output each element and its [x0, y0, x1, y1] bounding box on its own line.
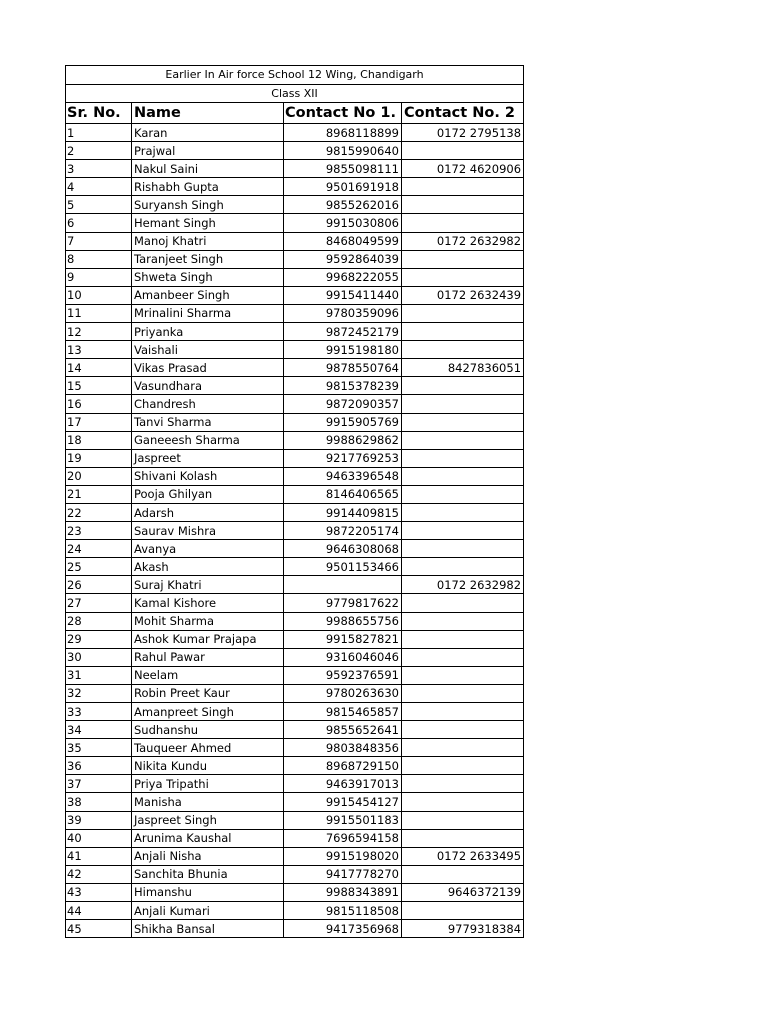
contact-1-cell: 9815118508: [284, 902, 402, 920]
contact-2-cell: [402, 377, 524, 395]
sr-no-cell: 30: [66, 648, 132, 666]
contact-1-cell: 9815378239: [284, 377, 402, 395]
contact-2-cell: 0172 4620906: [402, 160, 524, 178]
contact-1-cell: 7696594158: [284, 829, 402, 847]
name-cell: Rahul Pawar: [132, 648, 284, 666]
sr-no-cell: 25: [66, 558, 132, 576]
name-cell: Ashok Kumar Prajapa: [132, 630, 284, 648]
contact-1-cell: 9217769253: [284, 449, 402, 467]
contact-2-cell: [402, 178, 524, 196]
header-contact-1: Contact No 1.: [284, 103, 402, 124]
contact-2-cell: [402, 721, 524, 739]
table-row: [66, 214, 524, 232]
table-row: [66, 341, 524, 359]
contact-2-cell: [402, 395, 524, 413]
contact-2-cell: [402, 323, 524, 341]
name-cell: Mohit Sharma: [132, 612, 284, 630]
contact-2-cell: [402, 485, 524, 503]
sr-no-cell: 40: [66, 829, 132, 847]
contact-1-cell: 9855652641: [284, 721, 402, 739]
contact-2-cell: 0172 2632982: [402, 576, 524, 594]
contact-2-cell: [402, 142, 524, 160]
contact-1-cell: 9988343891: [284, 883, 402, 901]
sr-no-cell: 23: [66, 522, 132, 540]
header-row: [66, 103, 524, 124]
table-row: [66, 775, 524, 793]
name-cell: Prajwal: [132, 142, 284, 160]
sr-no-cell: 17: [66, 413, 132, 431]
contact-2-cell: [402, 757, 524, 775]
name-cell: Robin Preet Kaur: [132, 684, 284, 702]
contact-2-cell: [402, 775, 524, 793]
contact-2-cell: 0172 2633495: [402, 847, 524, 865]
contact-2-cell: 0172 2632439: [402, 286, 524, 304]
name-cell: Taranjeet Singh: [132, 250, 284, 268]
contact-1-cell: 9915411440: [284, 286, 402, 304]
table-row: [66, 847, 524, 865]
name-cell: Priyanka: [132, 323, 284, 341]
table-row: [66, 793, 524, 811]
table-row: [66, 323, 524, 341]
contact-1-cell: 9780263630: [284, 684, 402, 702]
name-cell: Rishabh Gupta: [132, 178, 284, 196]
contact-2-cell: [402, 522, 524, 540]
contact-2-cell: [402, 684, 524, 702]
contact-2-cell: [402, 503, 524, 521]
table-row: [66, 739, 524, 757]
name-cell: Saurav Mishra: [132, 522, 284, 540]
contact-1-cell: 9417778270: [284, 865, 402, 883]
name-cell: Ganeeesh Sharma: [132, 431, 284, 449]
contact-1-cell: 9646308068: [284, 540, 402, 558]
table-row: [66, 232, 524, 250]
name-cell: Amanbeer Singh: [132, 286, 284, 304]
name-cell: Avanya: [132, 540, 284, 558]
name-cell: Shivani Kolash: [132, 467, 284, 485]
sr-no-cell: 43: [66, 883, 132, 901]
sr-no-cell: 36: [66, 757, 132, 775]
sr-no-cell: 31: [66, 666, 132, 684]
name-cell: Sanchita Bhunia: [132, 865, 284, 883]
name-cell: Neelam: [132, 666, 284, 684]
name-cell: Sudhanshu: [132, 721, 284, 739]
contact-1-cell: 9968222055: [284, 268, 402, 286]
sr-no-cell: 18: [66, 431, 132, 449]
sr-no-cell: 8: [66, 250, 132, 268]
contact-2-cell: [402, 431, 524, 449]
sr-no-cell: 9: [66, 268, 132, 286]
name-cell: Adarsh: [132, 503, 284, 521]
contact-1-cell: 9592376591: [284, 666, 402, 684]
contact-2-cell: [402, 558, 524, 576]
table-row: [66, 757, 524, 775]
sr-no-cell: 33: [66, 703, 132, 721]
name-cell: Vikas Prasad: [132, 359, 284, 377]
contact-1-cell: 9316046046: [284, 648, 402, 666]
sr-no-cell: 16: [66, 395, 132, 413]
sr-no-cell: 44: [66, 902, 132, 920]
name-cell: Anjali Nisha: [132, 847, 284, 865]
sr-no-cell: 39: [66, 811, 132, 829]
sr-no-cell: 13: [66, 341, 132, 359]
table-row: [66, 485, 524, 503]
contact-1-cell: 9872090357: [284, 395, 402, 413]
contact-1-cell: 9988629862: [284, 431, 402, 449]
contact-1-cell: 9878550764: [284, 359, 402, 377]
sr-no-cell: 32: [66, 684, 132, 702]
sr-no-cell: 45: [66, 920, 132, 938]
table-row: [66, 377, 524, 395]
name-cell: Nakul Saini: [132, 160, 284, 178]
name-cell: Akash: [132, 558, 284, 576]
contact-1-cell: 9914409815: [284, 503, 402, 521]
header-sr-no: Sr. No.: [66, 103, 132, 124]
contact-2-cell: [402, 413, 524, 431]
sr-no-cell: 11: [66, 304, 132, 322]
name-cell: Manisha: [132, 793, 284, 811]
sr-no-cell: 4: [66, 178, 132, 196]
name-cell: Vaishali: [132, 341, 284, 359]
sr-no-cell: 42: [66, 865, 132, 883]
table-row: [66, 612, 524, 630]
table-row: [66, 304, 524, 322]
name-cell: Jaspreet Singh: [132, 811, 284, 829]
title-row: [66, 66, 524, 85]
contact-1-cell: 9855098111: [284, 160, 402, 178]
name-cell: Priya Tripathi: [132, 775, 284, 793]
contact-2-cell: [402, 739, 524, 757]
contact-2-cell: 9646372139: [402, 883, 524, 901]
name-cell: Jaspreet: [132, 449, 284, 467]
name-cell: Himanshu: [132, 883, 284, 901]
contact-2-cell: [402, 214, 524, 232]
school-title: Earlier In Air force School 12 Wing, Chandigarh: [66, 66, 524, 85]
contact-2-cell: [402, 341, 524, 359]
contact-1-cell: 8968729150: [284, 757, 402, 775]
contact-1-cell: 9915454127: [284, 793, 402, 811]
name-cell: Vasundhara: [132, 377, 284, 395]
sr-no-cell: 10: [66, 286, 132, 304]
table-row: [66, 431, 524, 449]
table-row: [66, 413, 524, 431]
contact-2-cell: [402, 268, 524, 286]
contact-1-cell: 8468049599: [284, 232, 402, 250]
contact-2-cell: [402, 612, 524, 630]
table-row: [66, 865, 524, 883]
table-row: [66, 648, 524, 666]
table-row: [66, 902, 524, 920]
table-row: [66, 540, 524, 558]
table-row: [66, 178, 524, 196]
sr-no-cell: 35: [66, 739, 132, 757]
table-row: [66, 160, 524, 178]
contact-2-cell: [402, 467, 524, 485]
table-row: [66, 883, 524, 901]
sr-no-cell: 28: [66, 612, 132, 630]
name-cell: Chandresh: [132, 395, 284, 413]
sr-no-cell: 22: [66, 503, 132, 521]
name-cell: Suraj Khatri: [132, 576, 284, 594]
table-row: [66, 811, 524, 829]
table-row: [66, 684, 524, 702]
name-cell: Mrinalini Sharma: [132, 304, 284, 322]
table-row: [66, 721, 524, 739]
table-row: [66, 286, 524, 304]
contact-1-cell: 9463396548: [284, 467, 402, 485]
table-row: [66, 250, 524, 268]
table-row: [66, 395, 524, 413]
contact-2-cell: [402, 540, 524, 558]
contact-1-cell: 9803848356: [284, 739, 402, 757]
contact-1-cell: 9779817622: [284, 594, 402, 612]
contact-1-cell: 9815465857: [284, 703, 402, 721]
contact-2-cell: [402, 865, 524, 883]
contact-1-cell: 9417356968: [284, 920, 402, 938]
contact-2-cell: [402, 811, 524, 829]
contact-1-cell: 9915827821: [284, 630, 402, 648]
contact-1-cell: 9872205174: [284, 522, 402, 540]
contact-1-cell: 9988655756: [284, 612, 402, 630]
name-cell: Hemant Singh: [132, 214, 284, 232]
table-row: [66, 594, 524, 612]
contact-2-cell: [402, 304, 524, 322]
sr-no-cell: 5: [66, 196, 132, 214]
contact-2-cell: [402, 196, 524, 214]
contact-2-cell: [402, 902, 524, 920]
contact-2-cell: [402, 630, 524, 648]
name-cell: Arunima Kaushal: [132, 829, 284, 847]
contact-2-cell: [402, 666, 524, 684]
sr-no-cell: 41: [66, 847, 132, 865]
class-subtitle: Class XII: [66, 85, 524, 103]
contact-2-cell: [402, 594, 524, 612]
sr-no-cell: 6: [66, 214, 132, 232]
contact-1-cell: 9872452179: [284, 323, 402, 341]
table-row: [66, 576, 524, 594]
header-name: Name: [132, 103, 284, 124]
name-cell: Shweta Singh: [132, 268, 284, 286]
contact-1-cell: 9915905769: [284, 413, 402, 431]
contact-1-cell: 9780359096: [284, 304, 402, 322]
contact-2-cell: 0172 2632982: [402, 232, 524, 250]
sr-no-cell: 2: [66, 142, 132, 160]
table-row: [66, 142, 524, 160]
contact-1-cell: 9915198020: [284, 847, 402, 865]
subtitle-row: [66, 85, 524, 103]
table-row: [66, 359, 524, 377]
table-row: [66, 503, 524, 521]
name-cell: Kamal Kishore: [132, 594, 284, 612]
table-row: [66, 666, 524, 684]
contact-2-cell: [402, 449, 524, 467]
table-row: [66, 268, 524, 286]
name-cell: Amanpreet Singh: [132, 703, 284, 721]
contact-1-cell: 9463917013: [284, 775, 402, 793]
table-row: [66, 196, 524, 214]
name-cell: Nikita Kundu: [132, 757, 284, 775]
name-cell: Suryansh Singh: [132, 196, 284, 214]
table-row: [66, 920, 524, 938]
name-cell: Shikha Bansal: [132, 920, 284, 938]
contact-1-cell: 8968118899: [284, 124, 402, 142]
name-cell: Pooja Ghilyan: [132, 485, 284, 503]
contact-1-cell: 9915198180: [284, 341, 402, 359]
name-cell: Anjali Kumari: [132, 902, 284, 920]
contact-1-cell: [284, 576, 402, 594]
sr-no-cell: 20: [66, 467, 132, 485]
sr-no-cell: 38: [66, 793, 132, 811]
table-row: [66, 829, 524, 847]
sr-no-cell: 19: [66, 449, 132, 467]
sr-no-cell: 26: [66, 576, 132, 594]
sr-no-cell: 34: [66, 721, 132, 739]
sr-no-cell: 37: [66, 775, 132, 793]
table-row: [66, 558, 524, 576]
sr-no-cell: 7: [66, 232, 132, 250]
sr-no-cell: 21: [66, 485, 132, 503]
sr-no-cell: 12: [66, 323, 132, 341]
sr-no-cell: 1: [66, 124, 132, 142]
table-row: [66, 630, 524, 648]
contact-2-cell: [402, 829, 524, 847]
contact-1-cell: 9915501183: [284, 811, 402, 829]
contact-1-cell: 9855262016: [284, 196, 402, 214]
name-cell: Tauqueer Ahmed: [132, 739, 284, 757]
name-cell: Karan: [132, 124, 284, 142]
sr-no-cell: 24: [66, 540, 132, 558]
contact-2-cell: [402, 648, 524, 666]
contact-2-cell: 0172 2795138: [402, 124, 524, 142]
table-row: [66, 467, 524, 485]
sr-no-cell: 27: [66, 594, 132, 612]
sr-no-cell: 29: [66, 630, 132, 648]
name-cell: Manoj Khatri: [132, 232, 284, 250]
table-row: [66, 522, 524, 540]
contact-2-cell: [402, 703, 524, 721]
sr-no-cell: 15: [66, 377, 132, 395]
name-cell: Tanvi Sharma: [132, 413, 284, 431]
contact-1-cell: 9501153466: [284, 558, 402, 576]
table-row: [66, 449, 524, 467]
contact-1-cell: 8146406565: [284, 485, 402, 503]
header-contact-2: Contact No. 2: [402, 103, 524, 124]
contact-2-cell: 8427836051: [402, 359, 524, 377]
contact-1-cell: 9501691918: [284, 178, 402, 196]
sr-no-cell: 14: [66, 359, 132, 377]
contact-1-cell: 9592864039: [284, 250, 402, 268]
table-row: [66, 124, 524, 142]
contact-2-cell: [402, 793, 524, 811]
contact-1-cell: 9915030806: [284, 214, 402, 232]
sr-no-cell: 3: [66, 160, 132, 178]
table-row: [66, 703, 524, 721]
contact-2-cell: [402, 250, 524, 268]
contact-1-cell: 9815990640: [284, 142, 402, 160]
contact-table-body: [66, 66, 524, 938]
contact-2-cell: 9779318384: [402, 920, 524, 938]
contact-table: [65, 65, 524, 938]
